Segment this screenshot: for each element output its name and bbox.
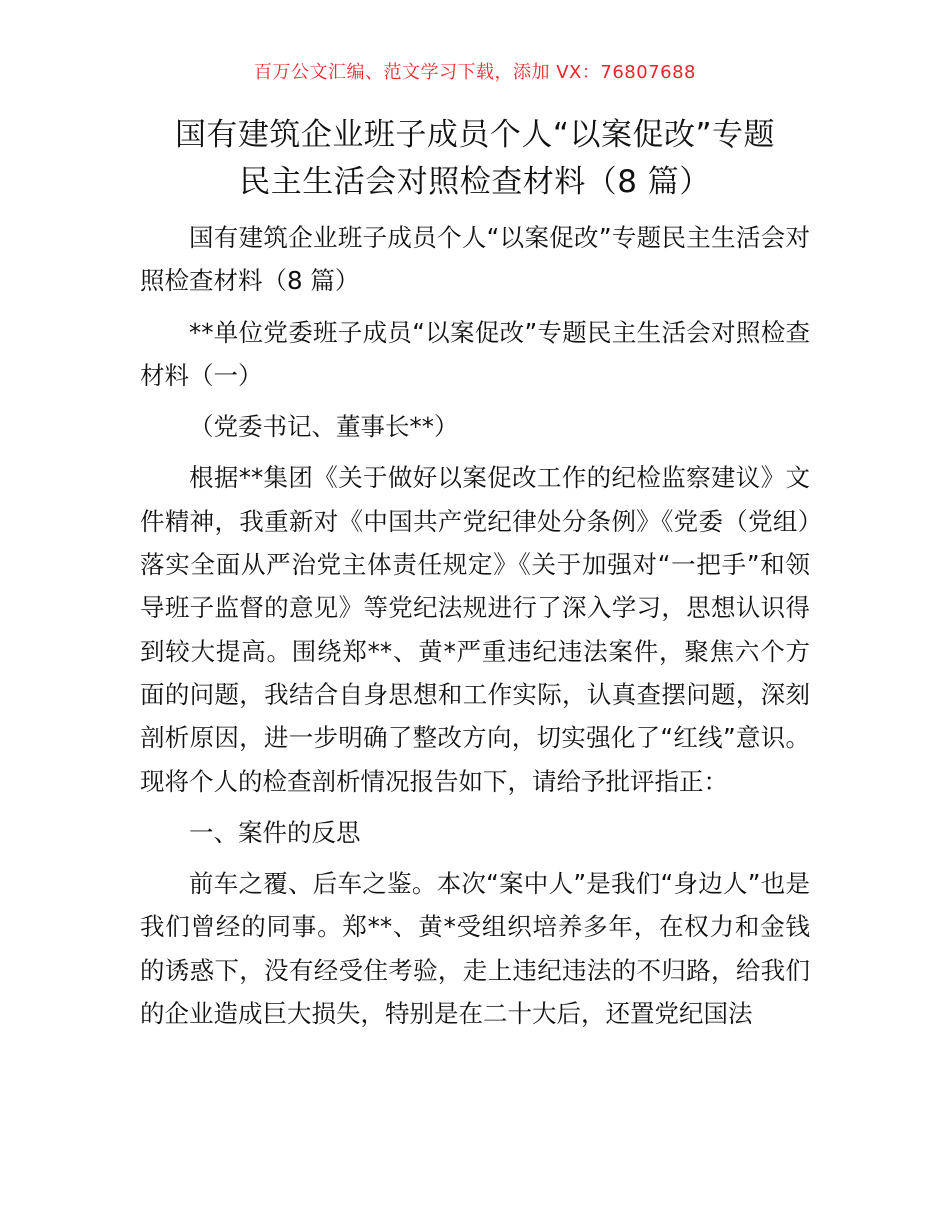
title-line-1: 国有建筑企业班子成员个人“以案促改”专题 <box>174 117 776 153</box>
paragraph-intro: 根据**集团《关于做好以案促改工作的纪检监察建议》文件精神，我重新对《中国共产党纪律处分条例》《党委（党组）落实全面从严治党主体责任规定》《关于加强对“一把手”和领导班子监督的意见》等党纪法规进行了深入学习，思想认识得到较大提高。围绕郑**、黄*严重违纪违法案件，聚焦六个方面的问题，我结合自身思想和工作实际，认真查摆问题，深刻剖析原因，进一步明确了整改方向，切实强化了“红线”意识。现将个人的检查剖析情况报告如下，请给予批评指正： <box>140 463 810 796</box>
paragraph-reflection: 前车之覆、后车之鉴。本次“案中人”是我们“身边人”也是我们曾经的同事。郑**、黄*受组织培养多年，在权力和金钱的诱惑下，没有经受住考验，走上违纪违法的不归路，给我们的企业造成巨大损失，特别是在二十大后，还置党纪国法 <box>140 869 810 1029</box>
paragraph-section-title: **单位党委班子成员“以案促改”专题民主生活会对照检查材料（一） <box>140 317 810 390</box>
paragraph-author: （党委书记、董事长**） <box>189 412 459 442</box>
header-promo-note: 百万公文汇编、范文学习下载，添加 VX：76807688 <box>254 62 696 83</box>
section-heading: 一、案件的反思 <box>189 817 361 847</box>
document-body <box>140 216 810 1035</box>
title-line-2: 民主生活会对照检查材料（8 篇） <box>239 164 711 200</box>
paragraph-subtitle: 国有建筑企业班子成员个人“以案促改”专题民主生活会对照检查材料（8 篇） <box>140 223 810 296</box>
document-title <box>120 112 830 206</box>
